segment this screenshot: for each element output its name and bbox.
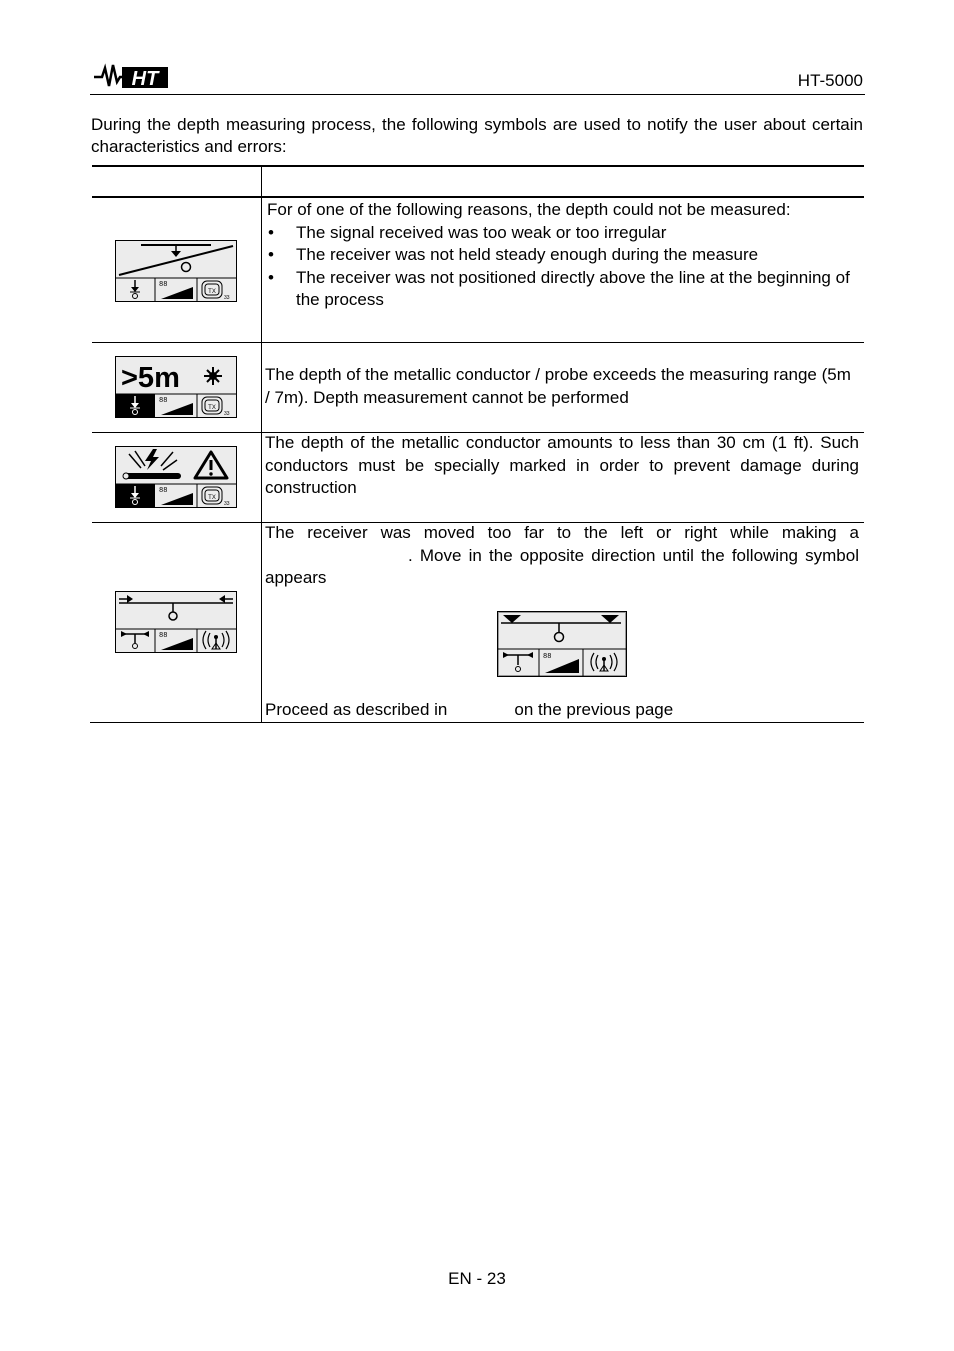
lcd-digits: 88 (543, 653, 552, 661)
row-text-part: The receiver was moved too far to the left or right while making a (265, 523, 859, 542)
lcd-tx-sub: 33 (224, 411, 230, 417)
ht-logo (92, 60, 172, 90)
row-description: The depth of the metallic conductor amounts to less than 30 cm (1 ft). Such conductors must be specially marked in order to prevent damage during construction (265, 433, 859, 497)
table-top-rule (92, 165, 864, 167)
lcd-depth-failed-icon (115, 240, 237, 307)
lcd-tx-sub: 33 (224, 501, 230, 507)
table-header-rule (92, 196, 864, 198)
row-lead-text: For of one of the following reasons, the depth could not be measured: (267, 200, 791, 219)
column-divider (261, 165, 262, 723)
lcd-out-of-range-icon (115, 356, 237, 423)
table-bottom-rule (90, 722, 864, 723)
list-item: • The signal received was too weak or too irregular (267, 222, 859, 245)
lcd-digits: 88 (159, 632, 168, 640)
lcd-tx-label: TX (208, 405, 216, 411)
page-number: EN - 23 (448, 1269, 506, 1288)
symbols-table (92, 165, 864, 723)
lcd-digits: 88 (159, 397, 168, 405)
row-text-part: . Move in the opposite direction until the following symbol appears (265, 545, 859, 587)
list-item: • The receiver was not held steady enough during the measure (267, 244, 859, 267)
logo-text: HT (131, 68, 159, 90)
row-description (267, 199, 859, 312)
lcd-tx-label: TX (208, 289, 216, 295)
row-divider (92, 342, 864, 343)
lcd-range-text: >5m (121, 362, 180, 394)
intro-paragraph: During the depth measuring process, the following symbols are used to notify the user about certain characteristics and errors: (91, 115, 863, 156)
header-rule (90, 94, 865, 95)
lcd-tx-label: TX (208, 495, 216, 501)
proceed-text: Proceed as described in (265, 700, 448, 719)
row-description (265, 522, 859, 590)
lcd-digits: 88 (159, 487, 168, 495)
lcd-shallow-warning-icon (115, 446, 237, 513)
lcd-tx-sub: 33 (224, 295, 230, 301)
row-description: The depth of the metallic conductor / probe exceeds the measuring range (5m / 7m). Depth measurement cannot be performed (265, 365, 851, 407)
row-proceed-text (265, 699, 859, 722)
model-label: HT-5000 (797, 71, 863, 90)
lcd-centered-icon (497, 611, 627, 682)
lcd-moved-sideways-icon (115, 591, 237, 658)
reason-list (267, 222, 859, 312)
proceed-text: on the previous page (514, 700, 674, 719)
list-item: • The receiver was not positioned directly above the line at the beginning of the process (267, 267, 859, 312)
lcd-digits: 88 (159, 281, 168, 289)
